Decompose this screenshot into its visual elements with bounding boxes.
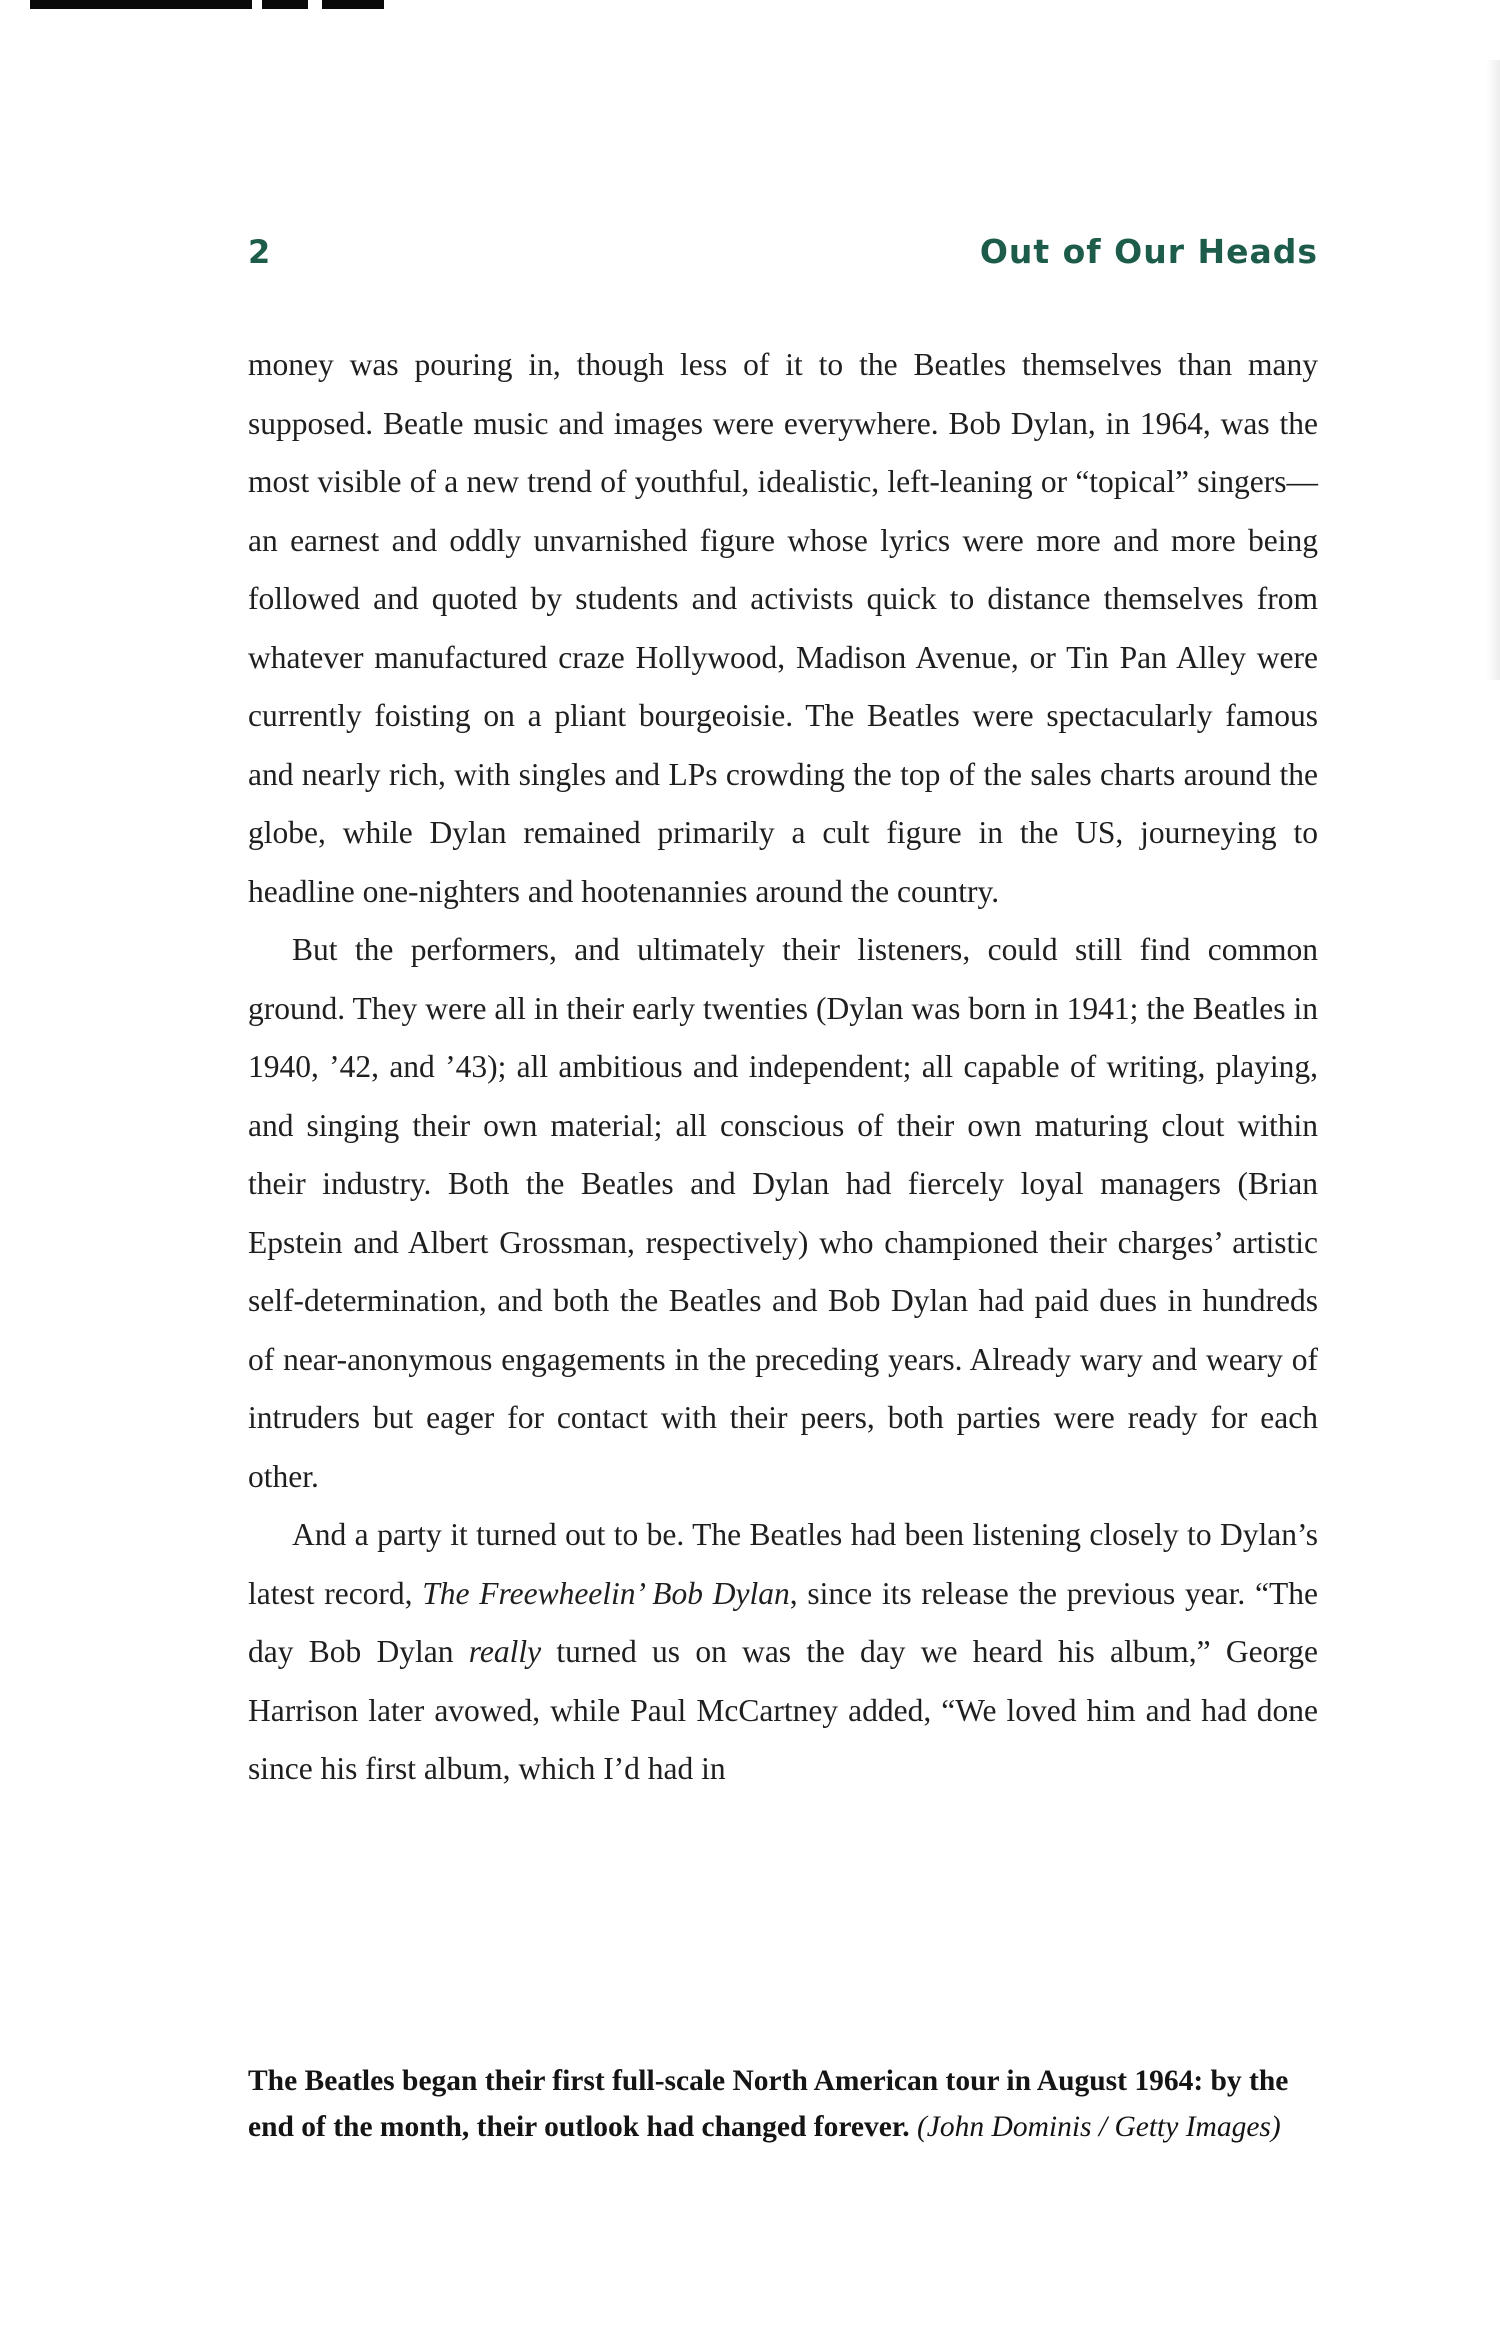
text-run: And a party it turned out to be. The Beatles had been listening closely to Dylan’s latest record, [248, 1517, 1318, 1611]
page-number: 2 [248, 233, 271, 271]
page-header [248, 232, 1318, 271]
text-run: money was pouring in, though less of it to the Beatles themselves than many supposed. Beatle music and images were everywhere. Bob Dylan, in 1964, was the most visible of a new trend of youthful, idealistic, left-leaning or “topical” singers—an earnest and oddly unvarnished figure whose lyrics were more and more being followed and quoted by students and activists quick to distance themselves from whatever manufactured craze Hollywood, Madison Avenue, or Tin Pan Alley were currently foisting on a pliant bourgeoisie. The Beatles were spectacularly famous and nearly rich, with singles and LPs crowding the top of the sales charts around the globe, while Dylan remained primarily a cult figure in the US, journeying to headline one-nighters and hootenannies around the country. [248, 347, 1318, 909]
body-paragraph [248, 921, 1318, 1506]
running-head: Out of Our Heads [979, 232, 1318, 271]
text-run: turned us on was the day we heard his album,” George Harrison later avowed, while Paul McCartney added, “We loved him and had done since his first album, which I’d had in [248, 1634, 1318, 1786]
photo-caption [248, 2058, 1318, 2150]
scan-artifact-bar [30, 0, 252, 9]
scan-artifact-bar [262, 0, 308, 9]
text-run: , since its release the previous year. “The day Bob Dylan [248, 1575, 1318, 1669]
text-run: really [468, 1634, 542, 1669]
text-run: The Freewheelin’ Bob Dylan [422, 1575, 790, 1611]
scan-artifact-bar [322, 0, 384, 9]
text-run: But the performers, and ultimately their listeners, could still find common ground. They were all in their early twenties (Dylan was born in 1941; the Beatles in 1940, ’42, and ’43); all ambitious and independent; all capable of writing, playing, and singing their own material; all conscious of their own maturing clout within their industry. Both the Beatles and Dylan had fiercely loyal managers (Brian Epstein and Albert Grossman, respectively) who championed their charges’ artistic self-determination, and both the Beatles and Bob Dylan had paid dues in hundreds of near-anonymous engagements in the preceding years. Already wary and weary of intruders but eager for contact with their peers, both parties were ready for each other. [248, 932, 1318, 1494]
text-run: (John Dominis / Getty Images) [916, 2111, 1281, 2143]
text-run: The Beatles began their first full-scale North American tour in August 1964: by the end of the month, their outlook had changed forever. [248, 2065, 1289, 2143]
body-text [248, 336, 1318, 1799]
scan-edge-shadow [1486, 60, 1500, 680]
body-paragraph [248, 1506, 1318, 1799]
body-paragraph [248, 336, 1318, 921]
